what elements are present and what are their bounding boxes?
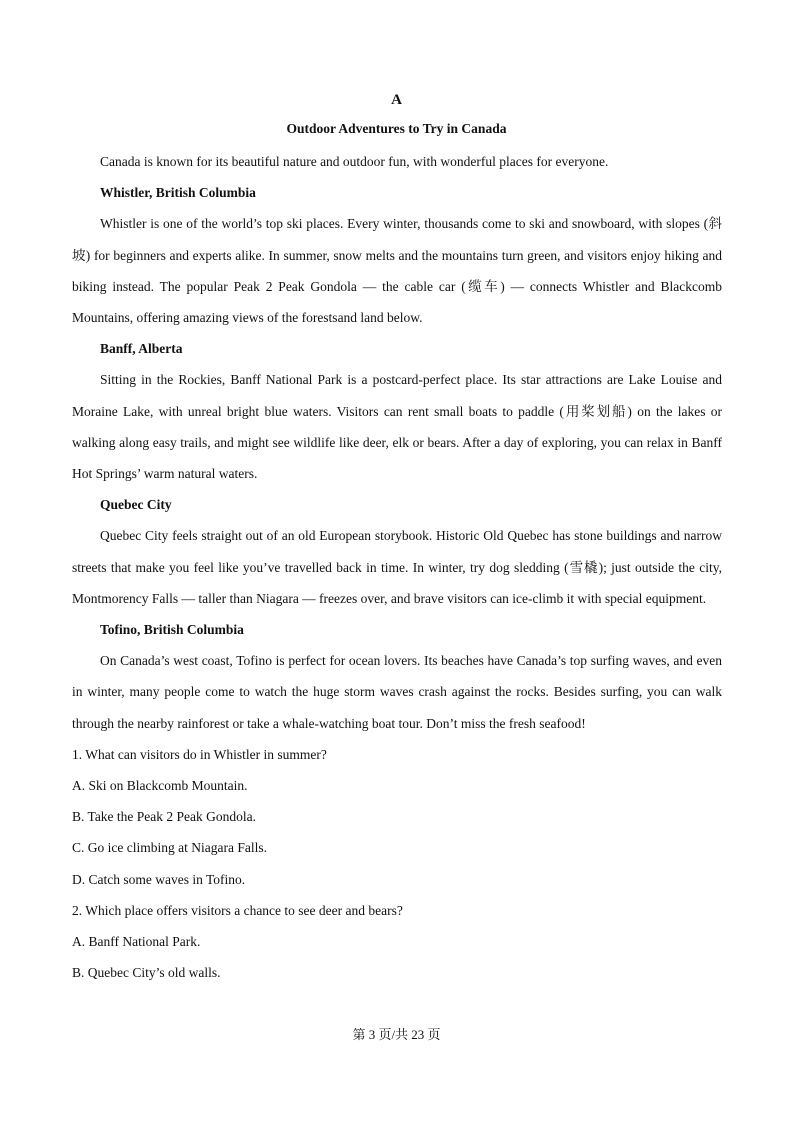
section-heading-whistler: Whistler, British Columbia — [100, 185, 256, 201]
question-2-option-a: A. Banff National Park. — [72, 934, 201, 950]
question-1-option-b: B. Take the Peak 2 Peak Gondola. — [72, 809, 257, 825]
question-2-option-b: B. Quebec City’s old walls. — [72, 965, 221, 981]
passage-title: Outdoor Adventures to Try in Canada — [286, 121, 507, 136]
question-1-option-c: C. Go ice climbing at Niagara Falls. — [72, 840, 267, 856]
page-footer: 第 3 页/共 23 页 — [352, 1027, 441, 1042]
question-2-stem: 2. Which place offers visitors a chance to see deer and bears? — [72, 902, 403, 918]
section-heading-tofino: Tofino, British Columbia — [100, 622, 244, 638]
passage-content — [72, 146, 722, 988]
question-1-option-a: A. Ski on Blackcomb Mountain. — [72, 778, 248, 794]
section-heading-quebec: Quebec City — [100, 497, 172, 513]
section-body-whistler: Whistler is one of the world’s top ski places. Every winter, thousands come to ski and snowboard, with slopes (斜坡) for beginners and experts alike. In summer, snow melts and the mountains turn green, and visitors enjoy hiking and biking instead. The popular Peak 2 Peak Gondola — the cable car (缆车) — connects Whistler and Blackcomb Mountains, offering amazing views of the forestsand land below. — [72, 216, 722, 326]
question-1-option-d: D. Catch some waves in Tofino. — [72, 871, 246, 887]
question-1-stem: 1. What can visitors do in Whistler in summer? — [72, 746, 327, 762]
section-body-quebec: Quebec City feels straight out of an old European storybook. Historic Old Quebec has stone buildings and narrow streets that make you feel like you’ve travelled back in time. In winter, try dog sledding (雪橇); just outside the city, Montmorency Falls — taller than Niagara — freezes over, and brave visitors can ice-climb it with special equipment. — [72, 528, 722, 606]
section-body-banff: Sitting in the Rockies, Banff National Park is a postcard-perfect place. Its star attractions are Lake Louise and Moraine Lake, with unreal bright blue waters. Visitors can rent small boats to paddle (用桨划船) on the lakes or walking along easy trails, and might see wildlife like deer, elk or bears. After a day of exploring, you can relax in Banff Hot Springs’ warm natural waters. — [72, 372, 722, 482]
section-heading-banff: Banff, Alberta — [100, 341, 183, 357]
intro-paragraph: Canada is known for its beautiful nature and outdoor fun, with wonderful places for everyone. — [100, 154, 609, 169]
section-letter: A — [391, 92, 402, 108]
section-body-tofino: On Canada’s west coast, Tofino is perfect for ocean lovers. Its beaches have Canada’s top surfing waves, and even in winter, many people come to watch the huge storm waves crash against the rocks. Besides surfing, you can walk through the nearby rainforest or take a whale-watching boat tour. Don’t miss the fresh seafood! — [72, 653, 722, 731]
